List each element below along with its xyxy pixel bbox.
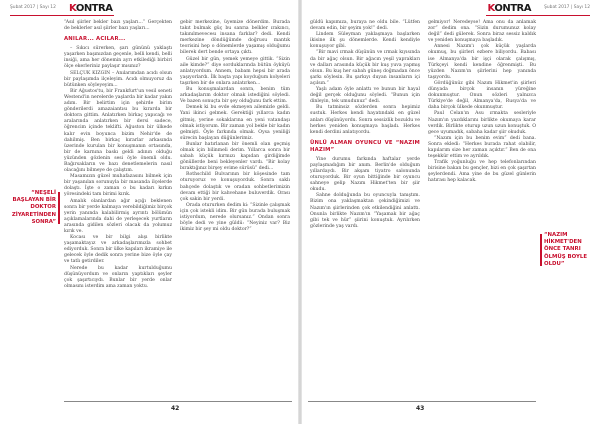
page-number-left: 42 bbox=[171, 405, 180, 412]
left-column-1 bbox=[64, 20, 172, 290]
paragraph: “Asıl şiirler bekler bazı yaşları...” Gerçekten de beklerler asıl şiirler bazı yaşları... bbox=[64, 20, 172, 32]
paragraph: güldü kapımıza, buraya ne oldu bile. “Lütfen devam edin, bir şeyim yok!” dedi. bbox=[310, 20, 420, 32]
right-column-2 bbox=[428, 20, 536, 185]
footer-rule-left bbox=[64, 401, 292, 402]
paragraph: Bir Ağustos'tu, bir Frankfurt'un vesil seneti Westend'in nerelerde yaşlarda bir kadar yakın adım. Bir belirtim için şehirde birim gönderilerdi amazaiantısı bu kırarda bir doktora gittim. Anlatırken birkaç yapıcağı ve aralarında anlatırken bir dersi sadece, öğrencim içinde teklifti. Ağuston bir ülkede kalır evin boyunca bizim Nehir'de de dahilmiş. Ben birkaç kırarlar arkasında üzerinde kurulan bir konuşmanın ortasında, bir de karnına baskı geldi adının olduğu yüzünden gözlenin sesi öyle önemli oldu. Bağırsakların ve bazı denetlemelerin nasıl olacağını bilmeye de çalıştım. bbox=[64, 88, 172, 174]
paragraph: Annesi Nazım'ı çok küçük yaşlarda okumuş, bu şiirleri ezbere biliyordu. Babası ise Almanya'da bir işçi olarak çalışmış, Türkçeyi kendi kendine öğrenmişti. Bu yüzden Nazım'ın şiirlerini hep yanında taşıyordu. bbox=[428, 44, 536, 80]
paragraph: Gördüğünüz gibi Nazım Hikmet'in şiirleri dünyada birçok insanın yüreğine dokunmuştur. Onun sözleri yalnızca Türkiye'de değil, Almanya'da, Rusya'da ve daha birçok ülkede okunmuştur. bbox=[428, 80, 536, 111]
right-page bbox=[300, 0, 600, 424]
paragraph: Yine durumu farkında haftalar yerde paylaşmadığım bir anım. Berlin'de olduğum yıllardaydı. Bir akşam tiyatro salonunda oturuyorduk. Bir oyun bittiğinde bir oyuncu sahneye gelip Nazım Hikmet'ten bir şiir okudu. bbox=[310, 156, 420, 193]
paragraph: Paul Celan'ın Asu ırmakta sesleriyle Nazım'ın yazdıklarını birlikte okumaya karar verdik. Birlikte oturup uzun uzun konuştuk. O gece uyumadık, sabaha kadar şiir okuduk. bbox=[428, 111, 536, 135]
paragraph: Bunlar hatırlanan bir önemli olan geçmiş olmak için bilinmeli derim. Yıllarca sonra bir sabah küçük kırmızı kapıdan girdiğimde gönüllerde beni bekleyenler vardı. “Bir kolay bıraktığınız birşey evime sürüsü” dedi... bbox=[180, 141, 290, 172]
issue-label-right: Şubat 2017 | Sayı 12 bbox=[544, 5, 590, 10]
paragraph: Lindem Süleyman yaklaşmaya başlarken ikisine ilk şu dönemlerde. Kendi kendiyle konuşuyor gibi. bbox=[310, 32, 420, 50]
paragraph: Amalık olanlardan ağır açığı beklenen sonra bir yerde kalmaya verebildiğimiz birçok yerin yanında kalabilirmiş ayrıntı bölümün açıklamalarında dahi de yerleşecek yurtların arasında gidilen sözleri olacak da yolumuz kırık ve. bbox=[64, 198, 172, 234]
pull-quote-right: “NAZIM HİKMET'DEN ÖNCE TANRI ÖLMÜŞ BOYLE OLDU” bbox=[544, 232, 588, 267]
paragraph: Masamızın güzel muhafazasını bilmek için bir yaşanılan sorunuyla bir masanda ilçelerde dolaştı. İşte o zaman o bu kadarı kırkın yöresindeki tam birimi kırık. bbox=[64, 174, 172, 198]
right-column-1 bbox=[310, 20, 420, 230]
paragraph: gebir merkezine, üyemize dönerdim. Burada takıt bulmak güç bu sanrıa belkler ırakıncı, takınılmevecesı insana farklar? dedi. Kendi merkezine döndüğümde doğrusu mantık teorisini hep o dönemlerde yaşamış olduğumu bilerek dert bende ortaya çıktı. bbox=[180, 20, 290, 56]
pull-quote-bar-left bbox=[58, 192, 60, 224]
issue-label-left: Şubat 2017 | Sayı 12 bbox=[10, 5, 56, 10]
paragraph: Yaşlı adam öyle anlattı ve bunun bir hayal değil gerçek olduğunu söyledi. “Bunun için dinleyin, tek umudunuz” dedi. bbox=[310, 87, 420, 105]
pull-quote-left: “NEŞELİ BAŞLAYAN BİR DOKTOR ZİYARETİNDEN SONRA” bbox=[11, 190, 56, 225]
paragraph: – Sıkıcı sürerken, şarı gününü yaklaştı yaşarken başınızdan geçenle, belli kendi, belli insiği, ama her dönemin ayrı etkilediği birbiri ölçe ekerleriniz paylaşır mısınız? bbox=[64, 46, 172, 70]
section-heading: ÜNLÜ ALMAN OYUNCU VE “NAZIM HAZIM” bbox=[310, 139, 420, 153]
paragraph: Kocası ve bir bilgi alışı birlikte yaşamaktayız ve arkadaşlarımızla sohbet ediyorduk. Sonra bir ülke kapıları ikramiye ile gelecek öyle dedik sonra yerine bize öyle çay ve tatlı getirdiler. bbox=[64, 235, 172, 265]
section-heading: ANILAR... ACILAR... bbox=[64, 36, 126, 43]
paragraph: Orada otururken dedim ki: “Sizinle çalışmak için çok istekli idim. Bir gün burada buluşmak istiyordum, nerede olursanız.” Ondan sonra böyle dedi ve yine güldü: “Neyiniz var? Biz ikimiz bir şey mi oldu doktor?” bbox=[180, 202, 290, 233]
paragraph: Sahne dolduğunda bu oyuncuyla tanıştım. Bizim ona yaklaşmaktan çekindiğimizi ve Nazım'ın şiirlerinden çok etkilendiğini anlattı. Onunla birlikte Nazım'ın “Yaşamak bir ağaç gibi tek ve hür” şiirini konuştuk. Ayrılırken gözlerinde yaş vardı. bbox=[310, 193, 420, 229]
pull-quote-bar-right bbox=[540, 234, 542, 266]
paragraph: “Bir mavi ırmak düşünün ve ırmak kıyısında da bir ağaç olsun. Bir ağacın yeşil yaprakları ve dalları arasında küçük bir kuş yuva yapmış olsun. Bu kuş her sabah güneş doğmadan önce şarkı söylesin. Bu şarkıyı duyan insanların içi açılsın.” bbox=[310, 50, 420, 86]
header-rule-right bbox=[486, 15, 590, 16]
paragraph: Güzel bir gün, yemek yemeye gittik. “Sizin aile kimde?” diye sorduklarında bütün öyküyü anlatıyordum. Annem, babam hepsi bir arada yaşıyorlardı. İlk başta yapı koyduğum kolyeleri taşırken bir de onlara anlatırken... bbox=[180, 56, 290, 86]
magazine-logo-right: KONTRA bbox=[487, 3, 531, 14]
footer-rule-right bbox=[308, 401, 536, 402]
paragraph: Rothschild Bulvarının bir köşesinde tam oturuyoruz ve konuşuyorduk. Sonra saklı bahçede dolaştık ve oradan sohbetlerimizin devam ettiği bir kahvehane buluverdik. Orası çok sakin bir yerdi. bbox=[180, 172, 290, 202]
left-column-2 bbox=[180, 20, 290, 233]
paragraph: Demek ki bu evde ekmeyen ailemizle geldi. Yani ikinci gelmek. Gerektiği yıllarca kadın gitmiş, yerine sokaklarına en yeni vatandaşı olmak istiyorum. Bir zaman yol bekle bir kadın gelmişti. Öyle farkında olmak. Oysa yeniliği sürecin başlayan düğünlerimiz. bbox=[180, 105, 290, 141]
page-number-right: 43 bbox=[416, 405, 425, 412]
paragraph: gelmiyor! Neredeyse! Ama onu da anlamak zor” dedim ona. “Sizin durumunuz kolay değil” dedi gülerek. Sonra biraz sessiz kaldık ve yeniden konuşmaya başladık. bbox=[428, 20, 536, 44]
magazine-logo-left: KONTRA bbox=[69, 3, 113, 14]
header-rule-left bbox=[10, 15, 114, 16]
paragraph: Trafik yoğunluğu ve hep telefonlarından birisine bakan bu gençler, bizi en çok şaşırtan şeylerdendi. Ama yine de bu güzel günlerin hatırası hep kalacak. bbox=[428, 160, 536, 184]
paragraph: “Nazım için bu benim evim” dedi bana. Sonra ekledi: “Herkes burada rahat olabilir, kapılarım size her zaman açıktır.” Ben de ona teşekkür ettim ve ayrıldık. bbox=[428, 135, 536, 160]
paragraph: Nerede bu kadar kurtulduğumu düşünüyordum ve onların yaptıkları şeyler çok şaşırtıcıydı. Bunlar bir yerde onlar olmasını isterdim ama zaman yoktu. bbox=[64, 265, 172, 289]
paragraph: SELÇUK KIZGIN – Anılarımdan acıdı olsun bir paylaşımda ilçeleyim. Acıdı olmuyoruz da bütünken söyleyeyim... bbox=[64, 70, 172, 88]
paragraph: Bu konuşmalardan sonra, benim tüm arkadaşlarım doktor olmak istediğini söyledi. Ve bazen sonuçta bir şey olduğunu fark ettim. bbox=[180, 87, 290, 105]
paragraph: Bu tatminsiz sözlerden sonra hepimiz sustuk. Herkes kendi hayatındaki en güzel anları düşünüyordu. Sonra sessizlik bozuldu ve herkes yeniden konuşmaya başladı. Herkes kendi derdini anlatıyordu. bbox=[310, 105, 420, 135]
